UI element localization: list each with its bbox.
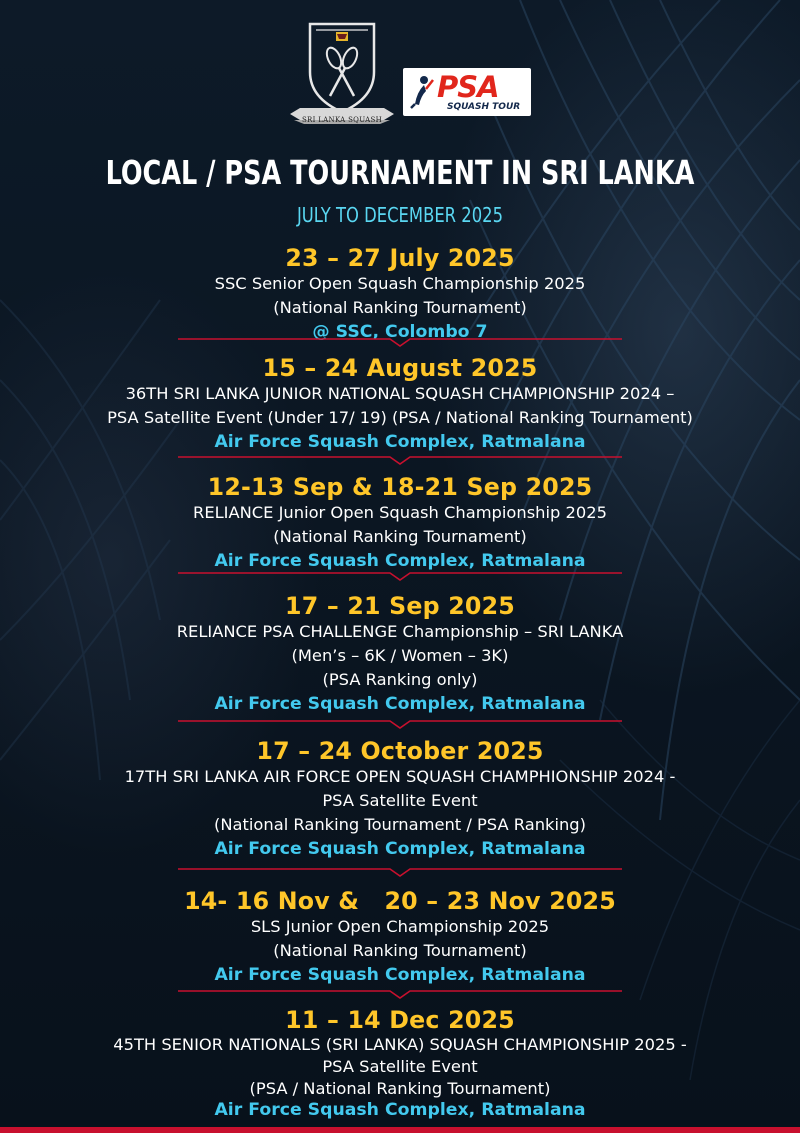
event-venue: Air Force Squash Complex, Ratmalana [214, 694, 586, 714]
event-detail: (National Ranking Tournament) [273, 298, 527, 317]
event-name: 36TH SRI LANKA JUNIOR NATIONAL SQUASH CHAMPIONSHIP 2024 – [125, 384, 675, 403]
event-card [0, 244, 800, 344]
event-divider [178, 336, 622, 348]
event-card [0, 737, 800, 861]
event-venue: Air Force Squash Complex, Ratmalana [214, 432, 586, 452]
event-divider [178, 866, 622, 878]
event-date: 23 – 27 July 2025 [285, 244, 515, 272]
event-name: SSC Senior Open Squash Championship 2025 [214, 274, 586, 293]
event-divider [178, 570, 622, 582]
event-name: 45TH SENIOR NATIONALS (SRI LANKA) SQUASH CHAMPIONSHIP 2025 - [113, 1035, 687, 1054]
sri-lanka-squash-logo [286, 20, 398, 136]
event-detail: (PSA / National Ranking Tournament) [249, 1079, 551, 1098]
association-name: SRI LANKA SQUASH [301, 116, 383, 124]
event-date: 17 – 21 Sep 2025 [285, 592, 515, 620]
event-date: 15 – 24 August 2025 [262, 354, 538, 382]
event-card [0, 592, 800, 716]
event-divider [178, 988, 622, 1000]
poster-title: LOCAL / PSA TOURNAMENT IN SRI LANKA [105, 153, 695, 192]
event-detail: (PSA Ranking only) [322, 670, 478, 689]
event-venue: Air Force Squash Complex, Ratmalana [214, 551, 586, 571]
event-detail: PSA Satellite Event [322, 791, 478, 810]
event-card [0, 887, 800, 987]
event-name: 17TH SRI LANKA AIR FORCE OPEN SQUASH CHAMPHIONSHIP 2024 - [124, 767, 676, 786]
event-name: RELIANCE Junior Open Squash Championship 2025 [193, 503, 607, 522]
psa-logo-text: PSA [437, 70, 499, 104]
event-detail: (Men’s – 6K / Women – 3K) [291, 646, 509, 665]
event-detail: PSA Satellite Event [322, 1057, 478, 1076]
event-detail: (National Ranking Tournament) [273, 527, 527, 546]
event-name: SLS Junior Open Championship 2025 [250, 917, 550, 936]
event-detail: (National Ranking Tournament / PSA Ranking) [214, 815, 586, 834]
psa-squash-tour-logo [403, 68, 531, 116]
event-date: 11 – 14 Dec 2025 [285, 1006, 515, 1034]
event-date: 17 – 24 October 2025 [256, 737, 544, 765]
event-card [0, 473, 800, 573]
event-venue: Air Force Squash Complex, Ratmalana [214, 1100, 586, 1120]
bottom-accent-bar [0, 1127, 800, 1133]
poster-subtitle: JULY TO DECEMBER 2025 [296, 203, 504, 227]
event-date: 12-13 Sep & 18-21 Sep 2025 [207, 473, 593, 501]
event-venue: Air Force Squash Complex, Ratmalana [214, 839, 586, 859]
event-card [0, 1006, 800, 1120]
event-divider [178, 454, 622, 466]
squash-player-icon [409, 74, 435, 110]
event-detail: (National Ranking Tournament) [273, 941, 527, 960]
event-date: 14- 16 Nov & 20 – 23 Nov 2025 [184, 887, 616, 915]
psa-logo-subtext: SQUASH TOUR [447, 102, 521, 112]
event-venue: @ SSC, Colombo 7 [312, 322, 488, 342]
event-detail: PSA Satellite Event (Under 17/ 19) (PSA / National Ranking Tournament) [107, 408, 693, 427]
event-name: RELIANCE PSA CHALLENGE Championship – SRI LANKA [176, 622, 624, 641]
event-venue: Air Force Squash Complex, Ratmalana [214, 965, 586, 985]
event-divider [178, 718, 622, 730]
event-card [0, 354, 800, 454]
